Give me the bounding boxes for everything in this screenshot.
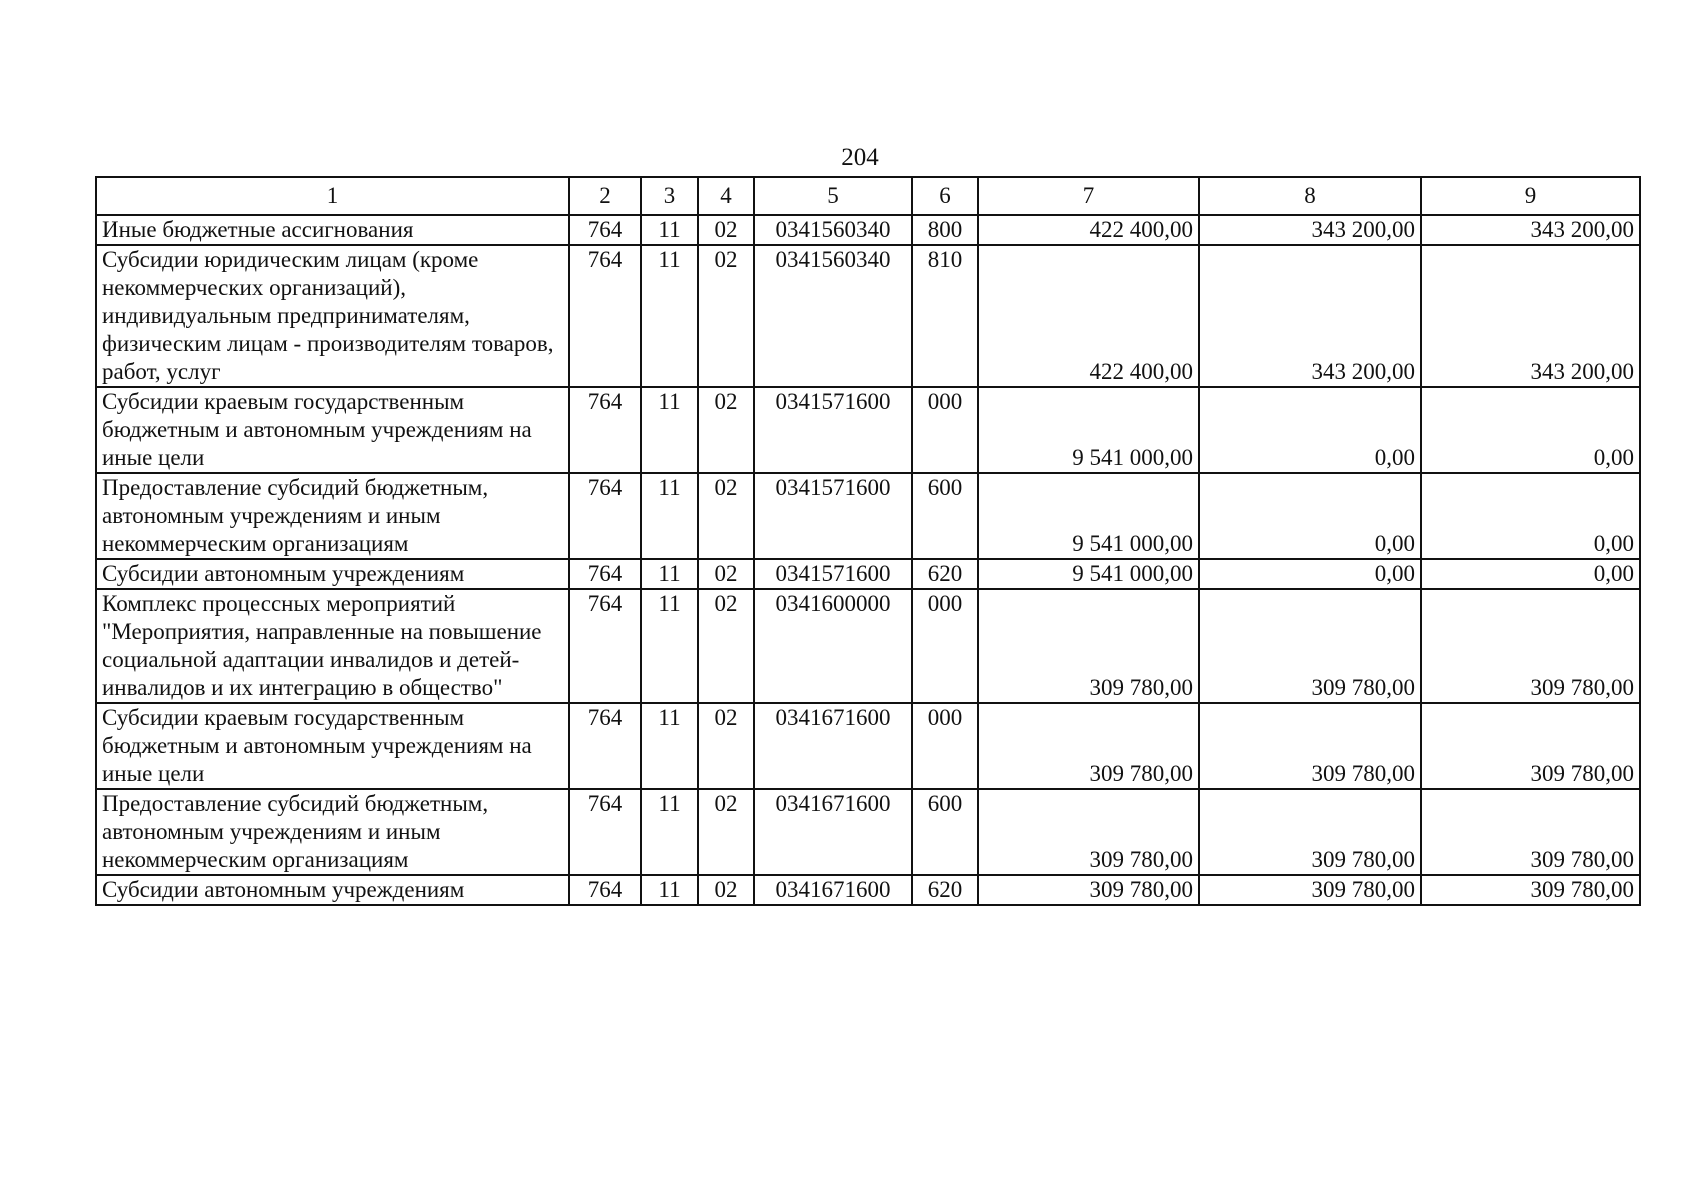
expense-type-code: 620: [912, 559, 978, 589]
expense-type-code: 810: [912, 245, 978, 387]
ministry-code: 764: [569, 559, 641, 589]
column-header: 7: [978, 177, 1199, 215]
column-header: 5: [754, 177, 912, 215]
target-code: 0341671600: [754, 703, 912, 789]
subsection-code: 02: [698, 875, 754, 905]
expense-type-code: 000: [912, 703, 978, 789]
amount-col-9: 309 780,00: [1421, 875, 1640, 905]
amount-col-7: 9 541 000,00: [978, 559, 1199, 589]
amount-col-9: 309 780,00: [1421, 703, 1640, 789]
amount-col-7: 309 780,00: [978, 875, 1199, 905]
table-row: [96, 215, 1640, 245]
amount-col-8: 0,00: [1199, 559, 1421, 589]
subsection-code: 02: [698, 387, 754, 473]
section-code: 11: [641, 473, 698, 559]
column-numbers-row: [96, 177, 1640, 215]
column-header: 1: [96, 177, 569, 215]
amount-col-9: 309 780,00: [1421, 589, 1640, 703]
ministry-code: 764: [569, 387, 641, 473]
section-code: 11: [641, 589, 698, 703]
table-row: [96, 245, 1640, 387]
column-header: 8: [1199, 177, 1421, 215]
column-header: 2: [569, 177, 641, 215]
expense-type-code: 600: [912, 789, 978, 875]
amount-col-8: 309 780,00: [1199, 875, 1421, 905]
amount-col-7: 422 400,00: [978, 215, 1199, 245]
target-code: 0341560340: [754, 245, 912, 387]
column-header: 6: [912, 177, 978, 215]
subsection-code: 02: [698, 559, 754, 589]
target-code: 0341571600: [754, 559, 912, 589]
target-code: 0341571600: [754, 473, 912, 559]
row-name: Комплекс процессных мероприятий "Мероприятия, направленные на повышение социальной адаптации инвалидов и детей-инвалидов и их интеграцию в общество": [96, 589, 569, 703]
ministry-code: 764: [569, 215, 641, 245]
amount-col-9: 0,00: [1421, 559, 1640, 589]
subsection-code: 02: [698, 789, 754, 875]
amount-col-9: 0,00: [1421, 387, 1640, 473]
amount-col-8: 309 780,00: [1199, 789, 1421, 875]
amount-col-9: 309 780,00: [1421, 789, 1640, 875]
subsection-code: 02: [698, 215, 754, 245]
section-code: 11: [641, 387, 698, 473]
subsection-code: 02: [698, 473, 754, 559]
page-number: 204: [841, 144, 879, 171]
subsection-code: 02: [698, 245, 754, 387]
row-name: Иные бюджетные ассигнования: [96, 215, 569, 245]
amount-col-8: 0,00: [1199, 387, 1421, 473]
expense-type-code: 620: [912, 875, 978, 905]
table-row: [96, 559, 1640, 589]
row-name: Предоставление субсидий бюджетным, автономным учреждениям и иным некоммерческим организациям: [96, 473, 569, 559]
expense-type-code: 000: [912, 589, 978, 703]
section-code: 11: [641, 703, 698, 789]
amount-col-9: 343 200,00: [1421, 245, 1640, 387]
section-code: 11: [641, 875, 698, 905]
section-code: 11: [641, 215, 698, 245]
row-name: Субсидии краевым государственным бюджетным и автономным учреждениям на иные цели: [96, 387, 569, 473]
amount-col-7: 9 541 000,00: [978, 473, 1199, 559]
budget-table: [95, 176, 1641, 906]
subsection-code: 02: [698, 703, 754, 789]
amount-col-8: 0,00: [1199, 473, 1421, 559]
table-row: [96, 875, 1640, 905]
amount-col-9: 343 200,00: [1421, 215, 1640, 245]
row-name: Субсидии автономным учреждениям: [96, 875, 569, 905]
subsection-code: 02: [698, 589, 754, 703]
row-name: Субсидии юридическим лицам (кроме некоммерческих организаций), индивидуальным предпринимателям, физическим лицам - производителям товаров, работ, услуг: [96, 245, 569, 387]
table-row: [96, 589, 1640, 703]
amount-col-7: 309 780,00: [978, 703, 1199, 789]
target-code: 0341571600: [754, 387, 912, 473]
table-row: [96, 473, 1640, 559]
row-name: Предоставление субсидий бюджетным, автономным учреждениям и иным некоммерческим организациям: [96, 789, 569, 875]
target-code: 0341671600: [754, 875, 912, 905]
column-header: 9: [1421, 177, 1640, 215]
table-row: [96, 789, 1640, 875]
target-code: 0341560340: [754, 215, 912, 245]
amount-col-8: 309 780,00: [1199, 589, 1421, 703]
amount-col-8: 343 200,00: [1199, 245, 1421, 387]
amount-col-7: 309 780,00: [978, 789, 1199, 875]
section-code: 11: [641, 559, 698, 589]
target-code: 0341600000: [754, 589, 912, 703]
ministry-code: 764: [569, 875, 641, 905]
section-code: 11: [641, 245, 698, 387]
amount-col-9: 0,00: [1421, 473, 1640, 559]
ministry-code: 764: [569, 245, 641, 387]
ministry-code: 764: [569, 589, 641, 703]
row-name: Субсидии автономным учреждениям: [96, 559, 569, 589]
expense-type-code: 000: [912, 387, 978, 473]
expense-type-code: 600: [912, 473, 978, 559]
table-row: [96, 387, 1640, 473]
ministry-code: 764: [569, 473, 641, 559]
amount-col-7: 309 780,00: [978, 589, 1199, 703]
column-header: 3: [641, 177, 698, 215]
amount-col-8: 343 200,00: [1199, 215, 1421, 245]
amount-col-7: 9 541 000,00: [978, 387, 1199, 473]
table-row: [96, 703, 1640, 789]
ministry-code: 764: [569, 703, 641, 789]
row-name: Субсидии краевым государственным бюджетным и автономным учреждениям на иные цели: [96, 703, 569, 789]
target-code: 0341671600: [754, 789, 912, 875]
amount-col-8: 309 780,00: [1199, 703, 1421, 789]
expense-type-code: 800: [912, 215, 978, 245]
section-code: 11: [641, 789, 698, 875]
amount-col-7: 422 400,00: [978, 245, 1199, 387]
column-header: 4: [698, 177, 754, 215]
ministry-code: 764: [569, 789, 641, 875]
